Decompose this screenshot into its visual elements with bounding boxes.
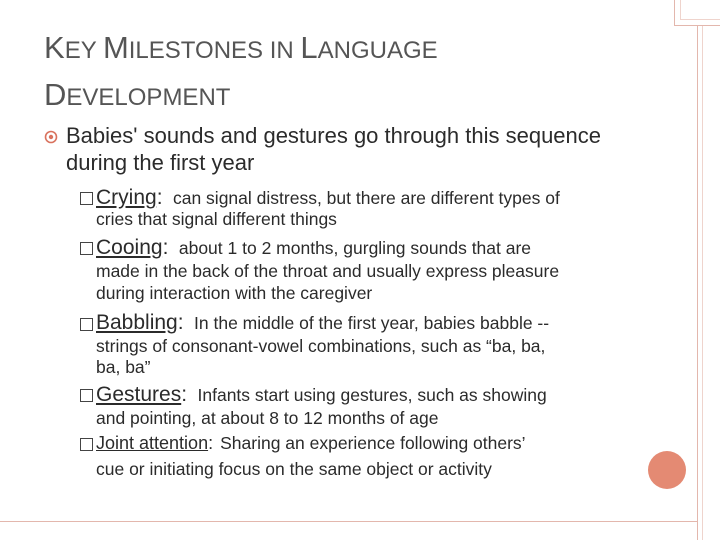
slide-frame-right-line bbox=[697, 0, 698, 540]
sub-item-continuation: cue or initiating focus on the same object or activity bbox=[96, 459, 492, 479]
circle-bullet-icon bbox=[44, 130, 58, 144]
sub-item-line: Cooing: about 1 to 2 months, gurgling sounds that are bbox=[96, 236, 532, 259]
title-line-1: KEY MILESTONES IN LANGUAGE bbox=[44, 30, 438, 65]
sub-item-term: Gestures bbox=[96, 383, 182, 406]
sub-item-continuation: ba, ba” bbox=[96, 357, 151, 377]
sub-item-line: Crying: can signal distress, but there are different types of bbox=[96, 186, 560, 209]
sub-item-term: Crying bbox=[96, 186, 157, 209]
sub-item-continuation: during interaction with the caregiver bbox=[96, 283, 373, 303]
checkbox-icon bbox=[80, 318, 93, 331]
slide-frame-right-outer-line bbox=[702, 0, 703, 540]
main-bullet-text: Babies' sounds and gestures go through this sequence during the first year bbox=[66, 123, 602, 175]
checkbox-icon bbox=[80, 192, 93, 205]
sub-item-term: Babbling bbox=[96, 311, 178, 334]
checkbox-icon bbox=[80, 438, 93, 451]
orange-circle-icon bbox=[648, 451, 686, 489]
sub-item-desc: In the middle of the first year, babies babble -- bbox=[194, 313, 550, 333]
sub-item-continuation: and pointing, at about 8 to 12 months of age bbox=[96, 408, 439, 428]
sub-item-continuation: strings of consonant-vowel combinations, such as “ba, ba, bbox=[96, 336, 546, 356]
sub-item-term: Joint attention bbox=[96, 433, 209, 453]
sub-item-line: Gestures: Infants start using gestures, such as showing bbox=[96, 383, 547, 406]
sub-item-desc: about 1 to 2 months, gurgling sounds that are bbox=[178, 238, 532, 258]
sub-item-term: Cooing bbox=[96, 236, 163, 259]
sub-item-line: Joint attention: Sharing an experience following others’ bbox=[96, 433, 526, 453]
title-line-2: DEVELOPMENT bbox=[44, 77, 231, 112]
sub-item-continuation: made in the back of the throat and usually express pleasure bbox=[96, 261, 560, 281]
checkbox-icon bbox=[80, 242, 93, 255]
sub-item-desc: can signal distress, but there are different types of bbox=[172, 188, 560, 208]
sub-item-continuation: cries that signal different things bbox=[96, 209, 337, 229]
checkbox-icon bbox=[80, 389, 93, 402]
slide-frame-bottom-line bbox=[0, 521, 697, 522]
sub-item-desc: Infants start using gestures, such as showing bbox=[197, 385, 547, 405]
slide-title bbox=[44, 26, 604, 120]
sub-item-desc: Sharing an experience following others’ bbox=[220, 433, 526, 453]
slide-corner-decoration-inner bbox=[680, 0, 720, 20]
sub-item-line: Babbling: In the middle of the first year, babies babble -- bbox=[96, 311, 550, 334]
